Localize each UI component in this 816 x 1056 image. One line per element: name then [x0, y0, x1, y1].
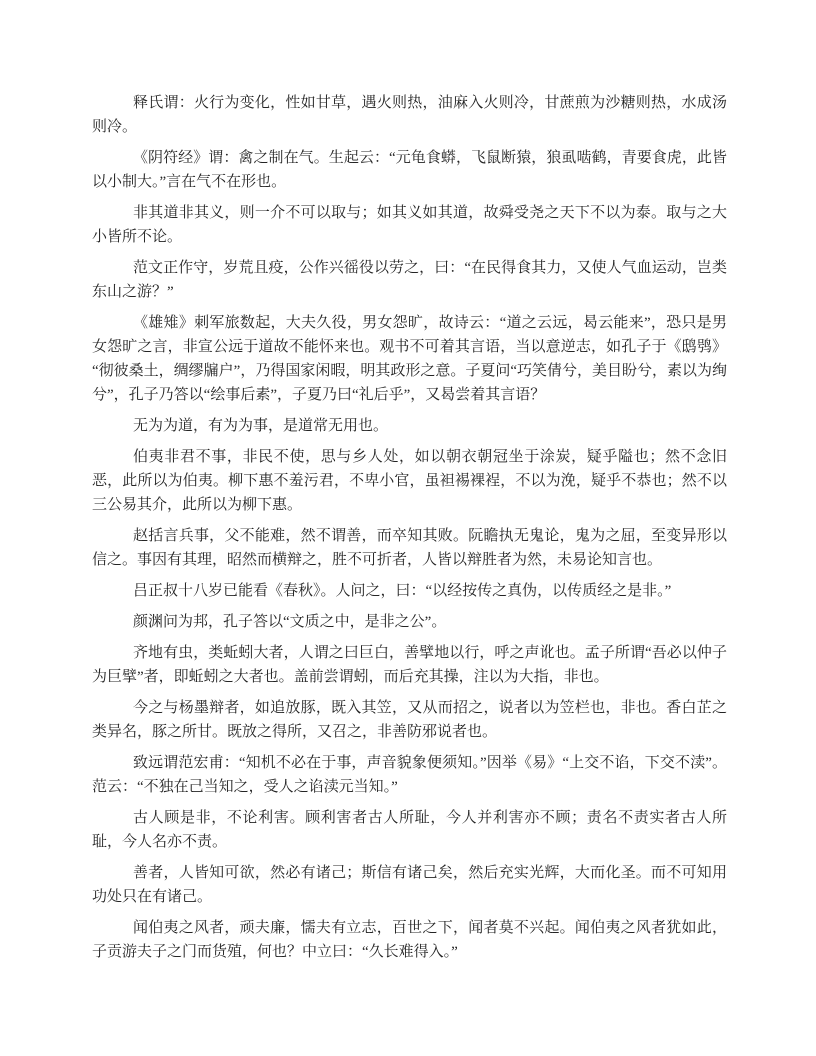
paragraph: 颜渊问为邦，孔子答以“文质之中，是非之公”。 — [133, 614, 447, 630]
paragraph: 致远谓范宏甫：“知机不必在于事，声音貌象便须知。”因举《易》“上交不谄，下交不渎”。范云：“不独在己当知之，受人之谄渎元当知。” — [92, 755, 727, 795]
paragraph: 《阴符经》谓：禽之制在气。生起云：“元龟食蟒，飞鼠断猿，狼虱啮鹤，青要食虎，此皆以小制大。”言在气不在形也。 — [92, 150, 727, 190]
paragraph: 范文正作守，岁荒且疫，公作兴徭役以劳之，曰：“在民得食其力，又使人气血运动，岂类东山之游？” — [92, 260, 727, 300]
paragraph: 吕正叔十八岁已能看《春秋》。人问之，曰：“以经按传之真伪，以传质经之是非。” — [133, 583, 672, 599]
paragraph: 齐地有虫，类蚯蚓大者，人谓之曰巨白，善擘地以行，呼之声讹也。孟子所谓“吾必以仲子为巨擘”者，即蚯蚓之大者也。盖前尝谓蚓，而后充其操，注以为大指，非也。 — [92, 645, 727, 685]
paragraph: 今之与杨墨辩者，如追放豚，既入其笠，又从而招之，说者以为笠栏也，非也。香白芷之类异名，豚之所甘。既放之得所，又召之，非善防邪说者也。 — [92, 700, 727, 740]
paragraph: 善者，人皆知可欲，然必有诸己；斯信有诸己矣，然后充实光辉，大而化圣。而不可知用功处只在有诸己。 — [92, 865, 727, 905]
text-body — [92, 91, 727, 971]
paragraph: 赵括言兵事，父不能难，然不谓善，而卒知其败。阮瞻执无鬼论，鬼为之屈，至变异形以信之。事因有其理，昭然而横辩之，胜不可折者，人皆以辩胜者为然，未易论知言也。 — [92, 528, 727, 568]
paragraph: 闻伯夷之风者，顽夫廉，懦夫有立志，百世之下，闻者莫不兴起。闻伯夷之风者犹如此，子贡游夫子之门而货殖，何也？中立曰：“久长难得入。” — [92, 920, 727, 960]
paragraph: 《雄雉》刺军旅数起，大夫久役，男女怨旷，故诗云：“道之云远，曷云能来”，恐只是男女怨旷之言，非宣公远于道故不能怀来也。观书不可着其言语，当以意逆志，如孔子于《鸱鸮》“彻彼桑土，绸缪牖户”，乃得国家闲暇，明其政形之意。子夏问“巧笑倩兮，美目盼兮，素以为绚兮”，孔子乃答以“绘事后素”，子夏乃曰“礼后乎”，又曷尝着其言语？ — [92, 315, 727, 403]
paragraph: 伯夷非君不事，非民不使，思与乡人处，如以朝衣朝冠坐于涂炭，疑乎隘也；然不念旧恶，此所以为伯夷。柳下惠不羞污君，不卑小官，虽袒裼裸裎，不以为浼，疑乎不恭也；然不以三公易其介，此所以为柳下惠。 — [92, 449, 727, 513]
paragraph: 古人顾是非，不论利害。顾利害者古人所耻，今人并利害亦不顾；责名不责实者古人所耻，今人名亦不责。 — [92, 810, 727, 850]
paragraph: 释氏谓：火行为变化，性如甘草，遇火则热，油麻入火则冷，甘蔗煎为沙糖则热，水成汤则冷。 — [92, 95, 727, 135]
paragraph: 无为为道，有为为事，是道常无用也。 — [133, 418, 389, 434]
paragraph: 非其道非其义，则一介不可以取与；如其义如其道，故舜受尧之天下不以为泰。取与之大小皆所不论。 — [92, 205, 727, 245]
